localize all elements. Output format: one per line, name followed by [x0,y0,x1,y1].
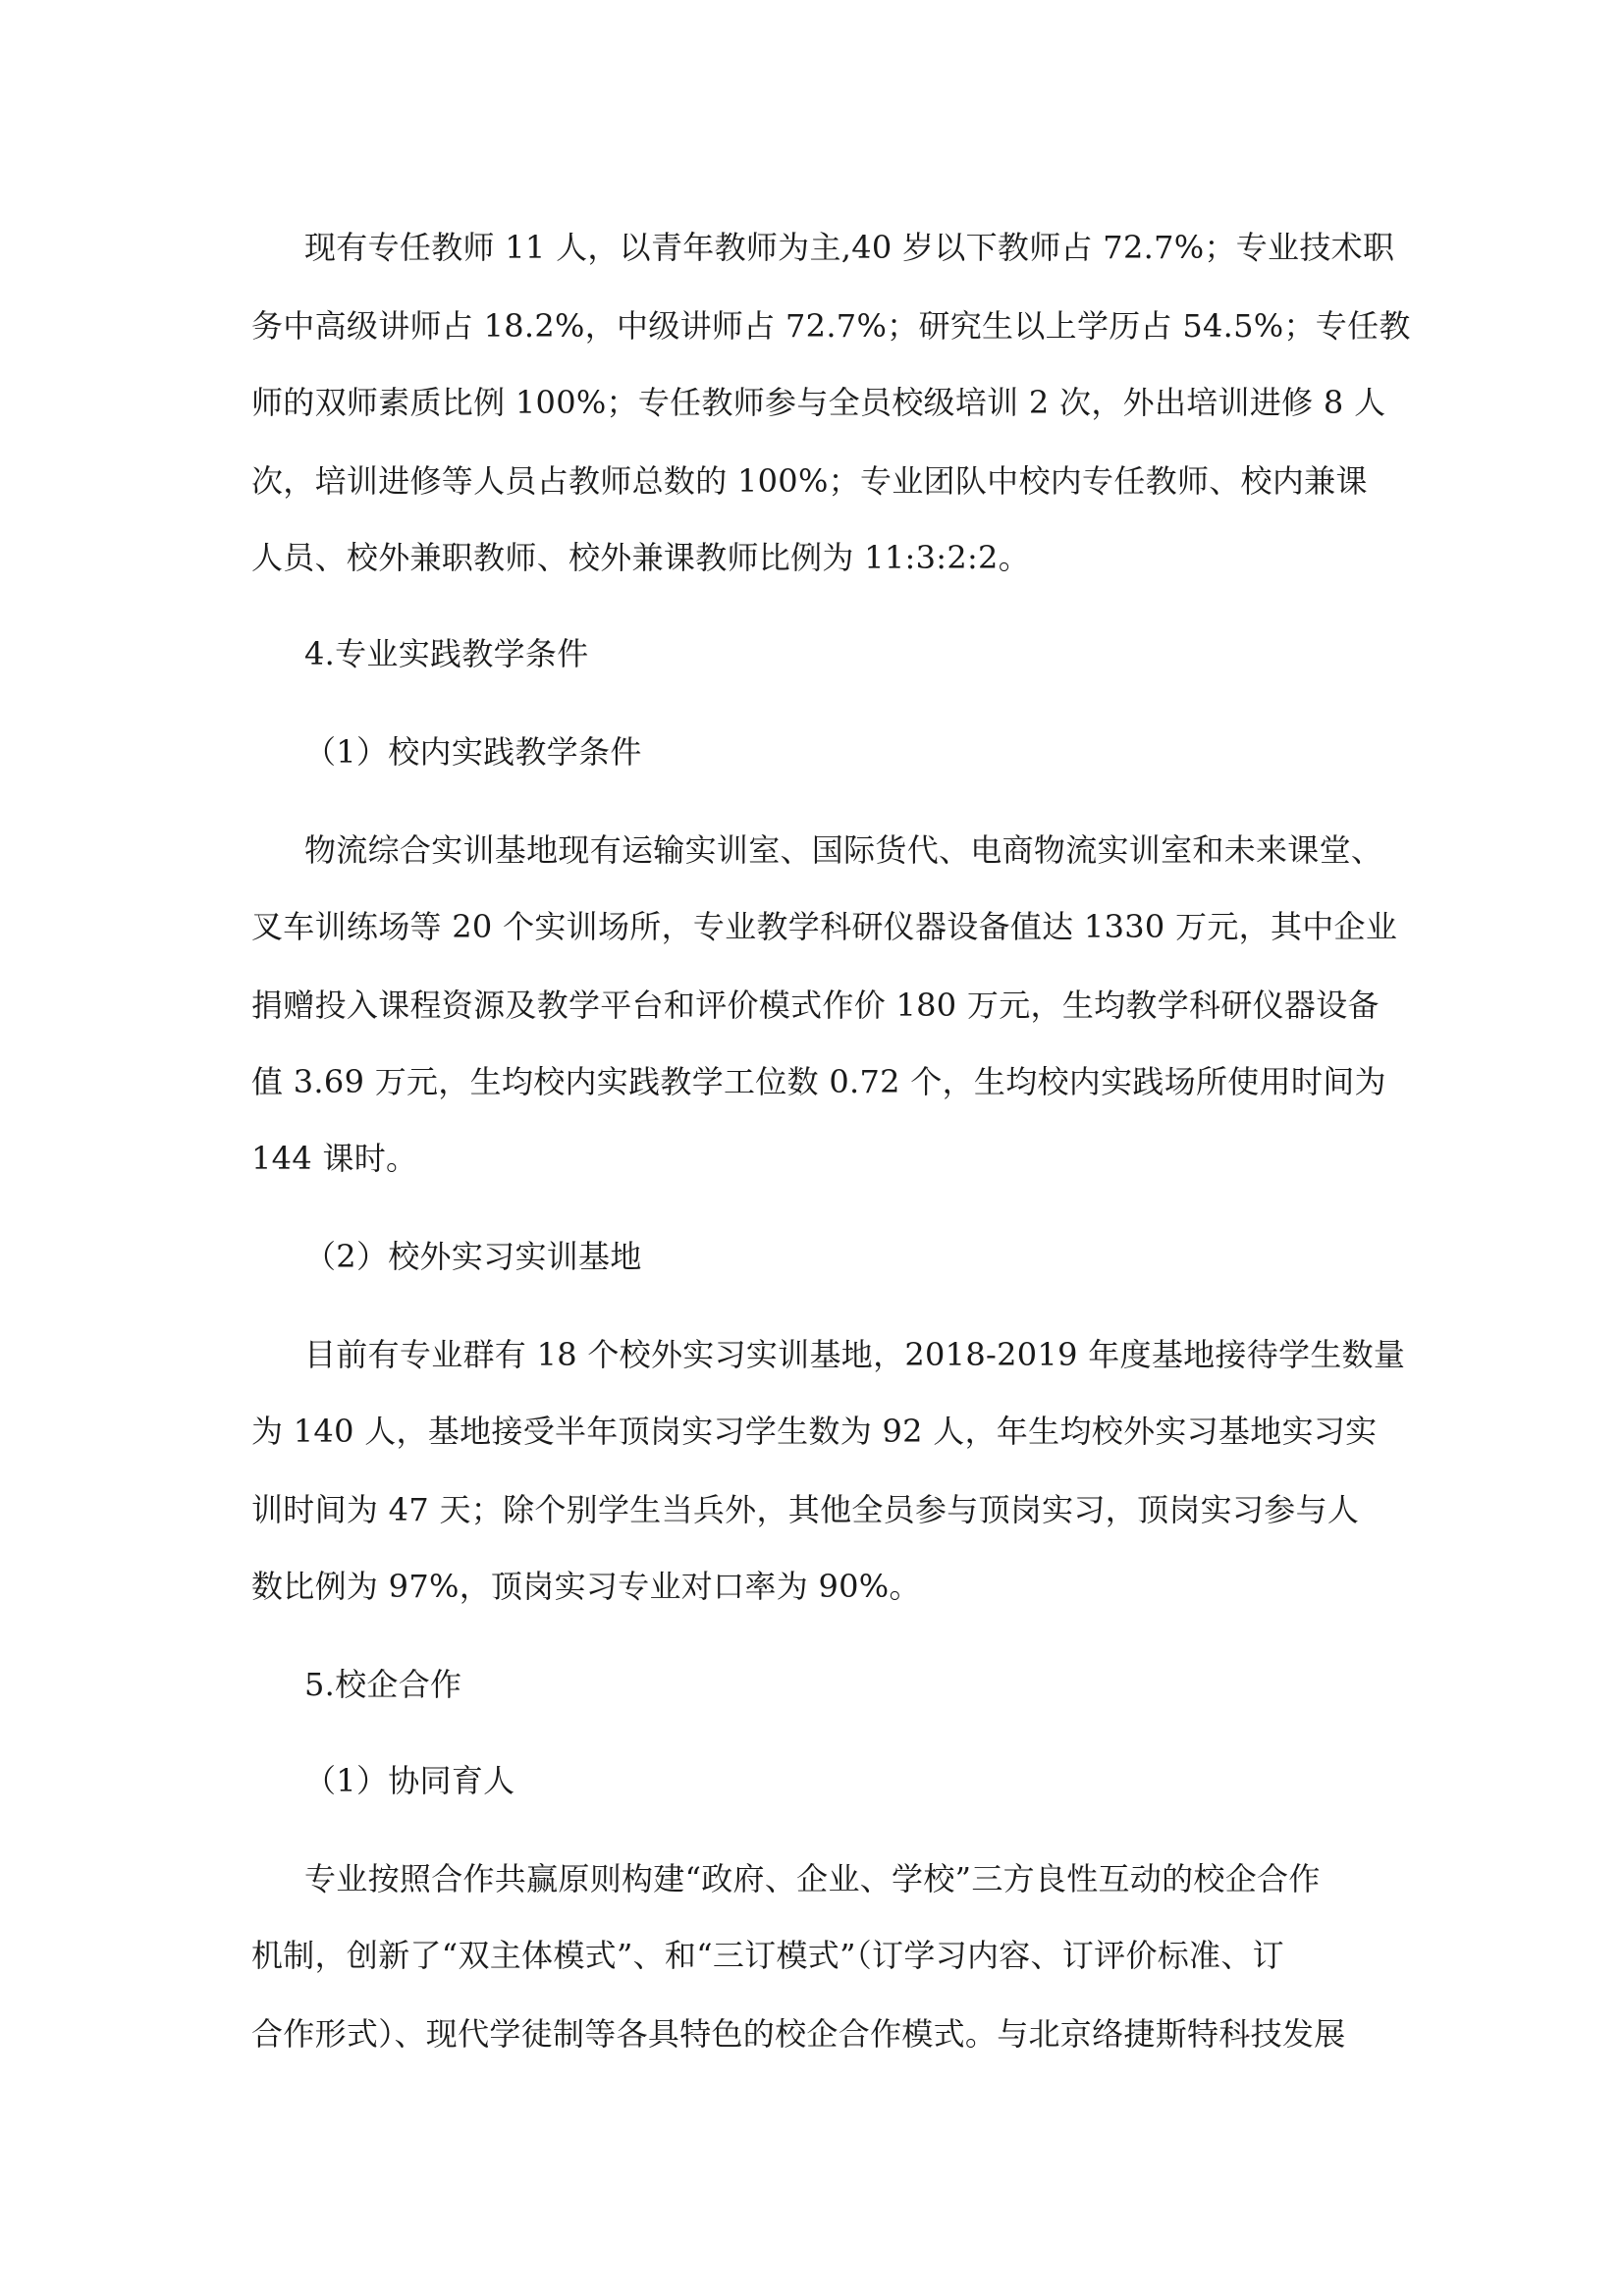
subsection-heading-4-2: （2）校外实习实训基地 [304,1238,642,1275]
paragraph-oncampus-line-1: 物流综合实训基地现有运输实训室、国际货代、电商物流实训室和未来课堂、 [304,831,1383,869]
paragraph-offcampus-line-1: 目前有专业群有 18 个校外实习实训基地，2018-2019 年度基地接待学生数量 [304,1336,1406,1373]
paragraph-teachers-line-3: 师的双师素质比例 100%；专任教师参与全员校级培训 2 次，外出培训进修 8 人 [251,384,1386,421]
paragraph-cooperation-line-2: 机制，创新了“双主体模式”、和“三订模式”（订学习内容、订评价标准、订 [251,1937,1284,1974]
section-heading-5: 5.校企合作 [304,1666,462,1703]
paragraph-offcampus-line-2: 为 140 人，基地接受半年顶岗实习学生数为 92 人，年生均校外实习基地实习实 [251,1413,1378,1450]
section-heading-4: 4.专业实践教学条件 [304,635,589,672]
subsection-heading-4-1: （1）校内实践教学条件 [304,733,642,771]
paragraph-offcampus-line-3: 训时间为 47 天；除个别学生当兵外，其他全员参与顶岗实习，顶岗实习参与人 [251,1491,1360,1528]
paragraph-teachers-line-5: 人员、校外兼职教师、校外兼课教师比例为 11:3:2:2。 [251,539,1031,576]
paragraph-teachers-line-2: 务中高级讲师占 18.2%，中级讲师占 72.7%；研究生以上学历占 54.5%；专任教 [251,307,1411,345]
paragraph-oncampus-line-3: 捐赠投入课程资源及教学平台和评价模式作价 180 万元，生均教学科研仪器设备 [251,987,1380,1024]
subsection-heading-5-1: （1）协同育人 [304,1762,515,1799]
paragraph-cooperation-line-1: 专业按照合作共赢原则构建“政府、企业、学校”三方良性互动的校企合作 [304,1860,1321,1897]
paragraph-oncampus-line-2: 叉车训练场等 20 个实训场所，专业教学科研仪器设备值达 1330 万元，其中企业 [251,908,1398,945]
paragraph-cooperation-line-3: 合作形式）、现代学徒制等各具特色的校企合作模式。与北京络捷斯特科技发展 [251,2015,1346,2053]
paragraph-oncampus-line-5: 144 课时。 [251,1140,418,1177]
paragraph-teachers-line-1: 现有专任教师 11 人，以青年教师为主,40 岁以下教师占 72.7%；专业技术职 [304,229,1395,266]
paragraph-oncampus-line-4: 值 3.69 万元，生均校内实践教学工位数 0.72 个，生均校内实践场所使用时间为 [251,1063,1386,1100]
paragraph-offcampus-line-4: 数比例为 97%，顶岗实习专业对口率为 90%。 [251,1568,921,1605]
paragraph-teachers-line-4: 次，培训进修等人员占教师总数的 100%；专业团队中校内专任教师、校内兼课 [251,462,1368,500]
